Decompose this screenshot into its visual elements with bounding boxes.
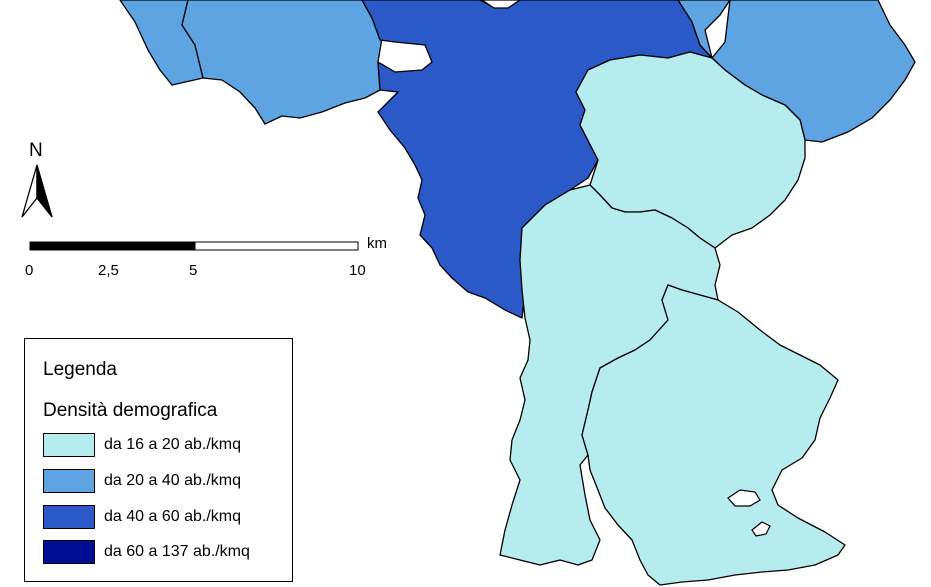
legend-swatch: [43, 433, 95, 457]
legend-item: [43, 505, 283, 531]
scale-unit-label: km: [367, 235, 387, 252]
legend-item-label: da 16 a 20 ab./kmq: [104, 436, 241, 453]
legend-item-label: da 60 a 137 ab./kmq: [104, 543, 250, 560]
scale-tick-label: 10: [349, 262, 366, 279]
north-arrow-icon: [22, 165, 52, 217]
legend-subtitle: Densità demografica: [43, 400, 218, 421]
legend: [24, 338, 293, 582]
legend-item-label: da 40 a 60 ab./kmq: [104, 508, 241, 525]
legend-swatch: [43, 469, 95, 493]
legend-swatch: [43, 505, 95, 529]
legend-item-label: da 20 a 40 ab./kmq: [104, 472, 241, 489]
region-nw-east: [182, 0, 382, 124]
scale-tick-label: 0: [25, 262, 34, 279]
legend-item: [43, 540, 283, 566]
legend-swatch: [43, 540, 95, 564]
scale-tick-label: 5: [189, 262, 198, 279]
scale-bar: [30, 242, 358, 250]
legend-item: [43, 433, 283, 459]
scale-tick-label: 2,5: [98, 262, 119, 279]
legend-title: Legenda: [43, 359, 117, 380]
north-label: N: [29, 140, 43, 161]
legend-item: [43, 469, 283, 495]
